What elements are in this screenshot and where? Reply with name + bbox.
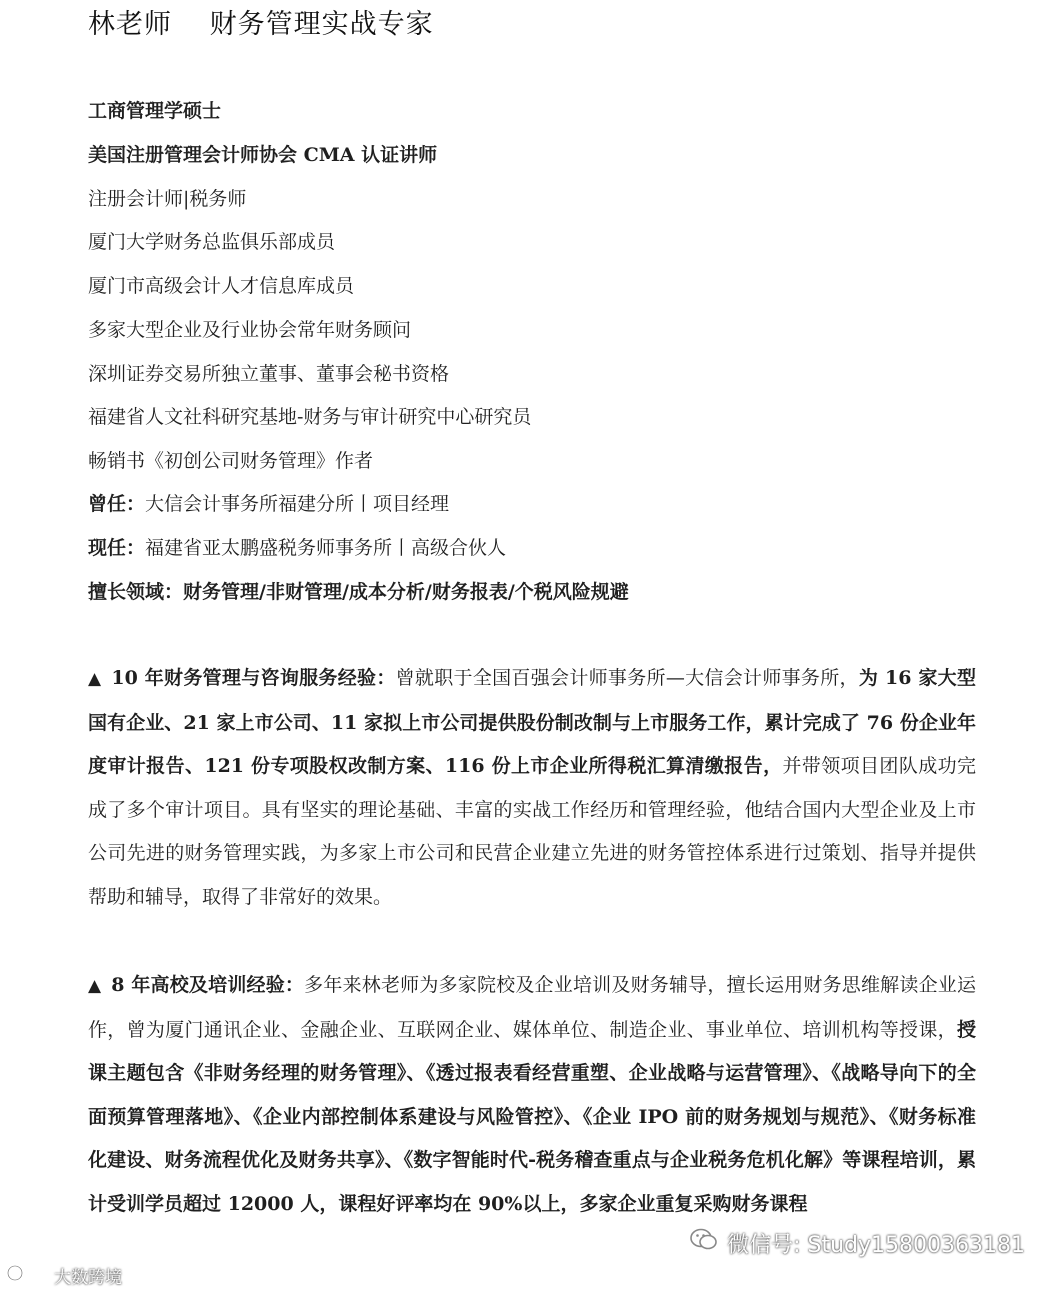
expertise-value: 财务管理/非财管理/成本分析/财务报表/个税风险规避 [183,581,629,603]
expertise-label: 擅长领域： [88,581,184,603]
credential-line: 注册会计师|税务师 [88,187,247,210]
document-title: 林老师 财务管理实战专家 [88,9,434,40]
credential-line: 工商管理学硕士 [88,100,222,122]
triangle-icon: ▲ [88,976,102,996]
experience-1-heading: 10 年财务管理与咨询服务经验： [111,667,396,689]
prior-role-value: 大信会计事务所福建分所丨项目经理 [145,493,450,515]
experience-paragraph-2 [88,964,976,1227]
credential-line: 福建省人文社科研究基地-财务与审计研究中心研究员 [88,406,532,429]
credential-line: 深圳证券交易所独立董事、董事会秘书资格 [88,362,450,385]
current-role-value: 福建省亚太鹏盛税务师事务所丨高级合伙人 [145,537,507,559]
experience-1-text-b: 为 16 家大型国有企业、21 家上市公司、11 家拟上市公司提供股份制改制与上市服务工作，累计完成了 76 份企业年度审计报告、121 份专项股权改制方案、116 份上市企业所得税汇算清缴报告， [88,667,976,778]
wechat-icon [689,1227,719,1259]
experience-2-heading: 8 年高校及培训经验： [111,974,305,996]
experience-2-text-a: 多年来林老师为多家院校及企业培训及财务辅导，擅长运用财务思维解读企业运作，曾为厦门通讯企业、金融企业、互联网企业、媒体单位、制造企业、事业单位、培训机构等授课， [88,974,976,1041]
prior-role-line [88,490,449,518]
wechat-watermark-text: 微信号: Study15800363181 [727,1232,1025,1258]
credential-line: 美国注册管理会计师协会 CMA 认证讲师 [88,143,438,166]
experience-1-text-a: 曾就职于全国百强会计师事务所—大信会计师事务所， [395,667,859,689]
triangle-icon: ▲ [88,669,102,689]
brand-watermark [6,1262,122,1289]
experience-paragraph-1 [88,657,976,920]
wechat-watermark [689,1227,1025,1259]
current-role-line [88,534,506,562]
expertise-line [88,578,629,606]
credential-line: 厦门市高级会计人才信息库成员 [88,275,355,297]
credential-line: 多家大型企业及行业协会常年财务顾问 [88,318,412,341]
experience-2-text-b: 授课主题包含《非财务经理的财务管理》、《透过报表看经营重塑、企业战略与运营管理》、《战略导向下的全面预算管理落地》、《企业内部控制体系建设与风险管控》、《企业 IPO 前的财务规划与规范》、《财务标准化建设、财务流程优化及财务共享》、《数字智能时代-税务稽查重点与企业税务危机化解》等课程培训，累计受训学员超过 12000 人，课程好评率均在 90%以上，多家企业重复采购财务课程 [88,1018,976,1215]
experience-1-text-c: 并带领项目团队成功完成了多个审计项目。具有坚实的理论基础、丰富的实战工作经历和管理经验，他结合国内大型企业及上市公司先进的财务管理实践，为多家上市公司和民营企业建立先进的财务管控体系进行过策划、指导并提供帮助和辅导，取得了非常好的效果。 [88,755,976,908]
brand-watermark-text: 大数跨境 [54,1268,122,1288]
credential-line: 畅销书《初创公司财务管理》作者 [88,450,374,472]
brand-logo-icon [6,1262,54,1289]
credential-line: 厦门大学财务总监俱乐部成员 [88,231,336,254]
prior-role-label: 曾任： [88,493,146,515]
current-role-label: 现任： [88,537,146,559]
